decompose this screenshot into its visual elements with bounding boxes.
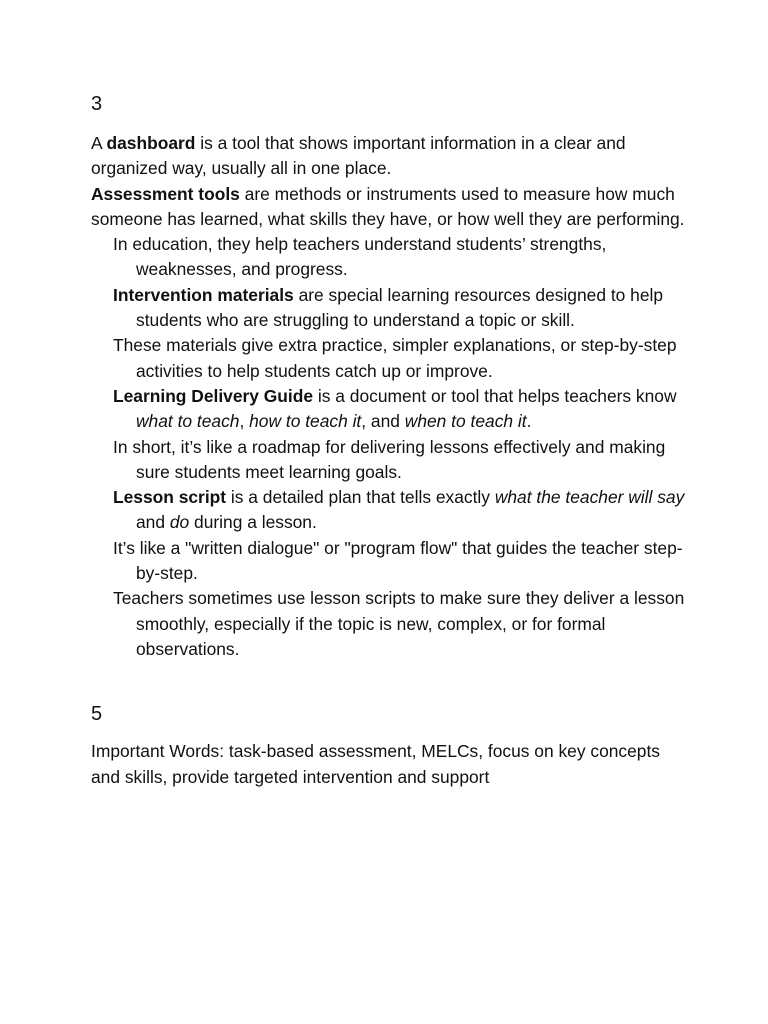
section-number: 5 — [91, 703, 103, 726]
text-run: is a detailed plan that tells exactly — [226, 487, 495, 508]
lesson-script-note: It’s like a "written dialogue" or "program flow" that guides the teacher step-by-step. — [113, 537, 683, 584]
intervention-materials-definition — [91, 283, 691, 334]
assessment-tools-note: In education, they help teachers understand students’ strengths, weaknesses, and progress. — [113, 234, 607, 280]
emphasis-what-to-teach: what to teach — [136, 411, 240, 432]
text-run: , and — [361, 411, 405, 432]
assessment-tools-definition — [91, 182, 691, 233]
term-lesson-script: Lesson script — [113, 487, 227, 508]
emphasis-do: do — [169, 512, 190, 533]
dashboard-definition — [91, 131, 691, 182]
section-number: 3 — [91, 93, 103, 115]
text-run: during a lesson. — [189, 512, 317, 533]
learning-delivery-guide-note: In short, it’s like a roadmap for delivering lessons effectively and making sure students meet learning goals. — [113, 436, 666, 482]
text-run: is a tool that shows important information in a clear and organized way, usually all in one place. — [91, 133, 626, 179]
intervention-materials-note: These materials give extra practice, simpler explanations, or step-by-step activities to help students catch up or improve. — [113, 335, 677, 381]
lesson-script-definition — [91, 485, 691, 536]
text-run: are special learning resources designed to help students who are struggling to understand a topic or skill. — [136, 284, 664, 331]
text-run: A — [91, 133, 107, 153]
important-words: Important Words: task-based assessment, MELCs, focus on key concepts and skills, provide targeted intervention and support — [91, 741, 660, 787]
learning-delivery-guide-definition — [91, 384, 691, 435]
lesson-script-usage-note: Teachers sometimes use lesson scripts to make sure they deliver a lesson smoothly, especially if the topic is new, complex, or for formal observations. — [113, 588, 685, 659]
term-dashboard: dashboard — [106, 133, 196, 153]
text-run: are methods or instruments used to measure how much someone has learned, what skills they have, or how well they are performing. — [91, 183, 685, 229]
term-learning-delivery-guide: Learning Delivery Guide — [113, 385, 314, 406]
emphasis-what-teacher-will-say: what the teacher will say — [494, 487, 685, 508]
text-run: , — [239, 411, 250, 432]
emphasis-when-to-teach: when to teach it — [404, 411, 527, 432]
document-body — [91, 90, 691, 790]
term-assessment-tools: Assessment tools — [91, 183, 240, 204]
text-run: is a document or tool that helps teachers know — [313, 385, 677, 406]
text-run: . — [526, 411, 532, 432]
term-intervention-materials: Intervention materials — [113, 284, 294, 305]
emphasis-how-to-teach: how to teach it — [249, 411, 362, 432]
text-run: and — [136, 512, 170, 533]
